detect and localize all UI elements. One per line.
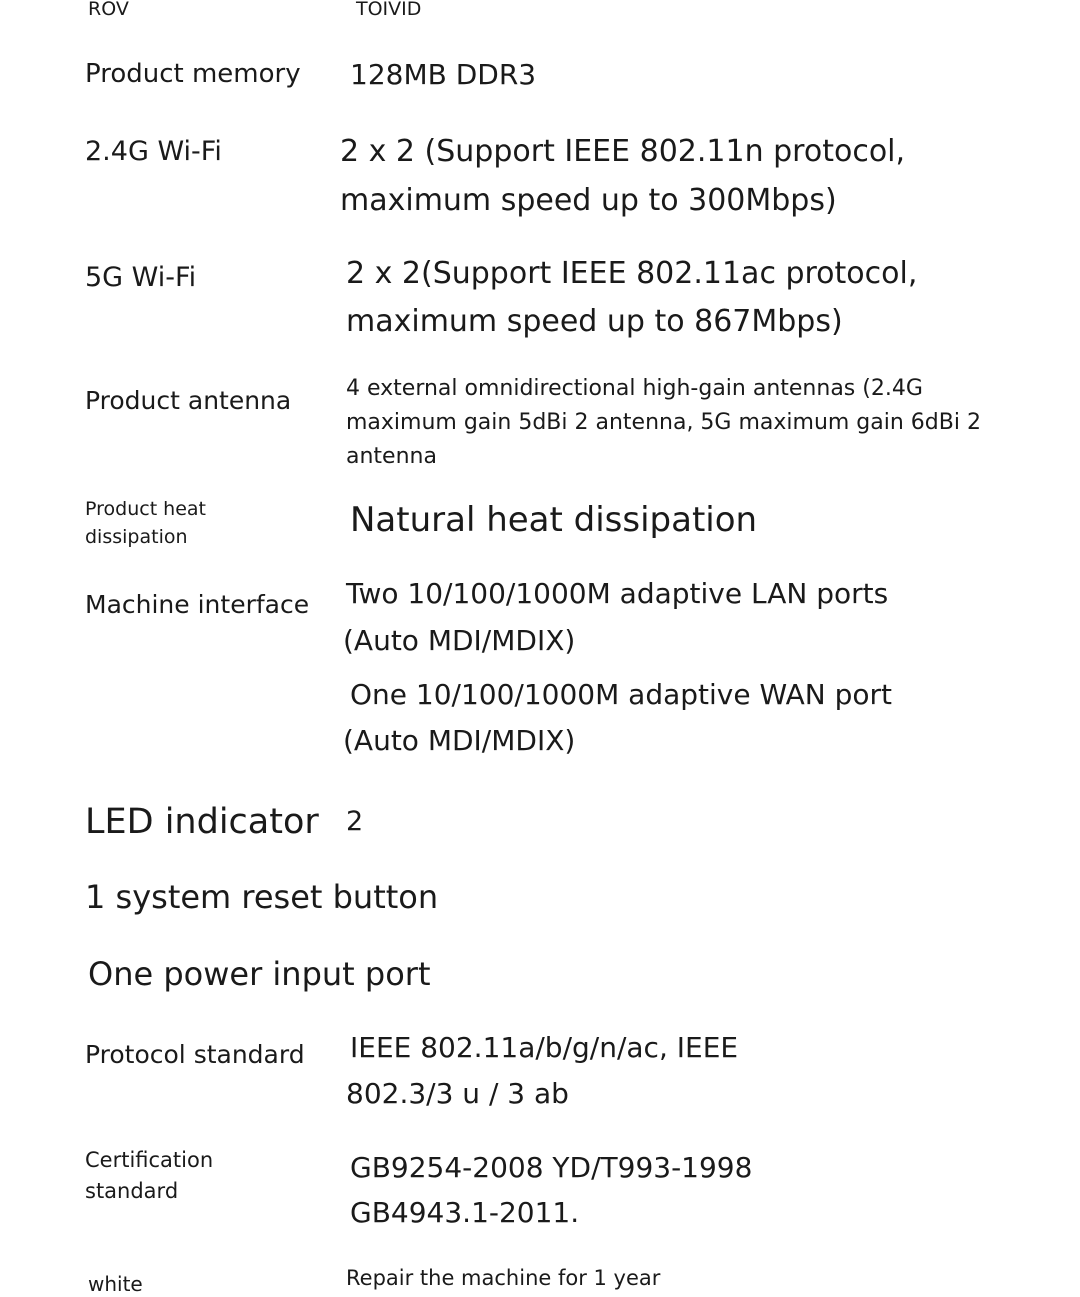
certification-label-line1: Certification [85,1148,214,1172]
header-left-label: ROV [88,0,129,20]
wifi24-label: 2.4G Wi-Fi [85,136,222,167]
antenna-value-line1: 4 external omnidirectional high-gain antennas (2.4G [346,376,923,401]
protocol-value-line2: 802.3/3 u / 3 ab [346,1077,569,1110]
interface-wan-line2: (Auto MDI/MDIX) [343,724,576,757]
wifi5-value-line2: maximum speed up to 867Mbps) [346,304,843,339]
protocol-value-line1: IEEE 802.11a/b/g/n/ac, IEEE [350,1031,739,1064]
memory-label: Product memory [85,59,301,89]
heat-label-line2: dissipation [85,526,188,548]
memory-value: 128MB DDR3 [350,58,537,91]
interface-label: Machine interface [85,590,310,619]
reset-button-text: 1 system reset button [85,878,439,916]
certification-value-line1: GB9254-2008 YD/T993-1998 [350,1151,753,1184]
antenna-value-line3: antenna [346,444,437,469]
heat-label-line1: Product heat [85,498,207,520]
certification-value-line2: GB4943.1-2011. [350,1196,580,1229]
wifi24-value-line1: 2 x 2 (Support IEEE 802.11n protocol, [340,134,906,169]
interface-lan-line2: (Auto MDI/MDIX) [343,624,576,657]
header-right-label: TOIVID [356,0,422,20]
antenna-value-line2: maximum gain 5dBi 2 antenna, 5G maximum gain 6dBi 2 [346,410,981,435]
power-port-text: One power input port [88,955,431,993]
warranty-value: Repair the machine for 1 year [346,1266,661,1290]
interface-lan-line1: Two 10/100/1000M adaptive LAN ports [346,577,889,610]
led-label: LED indicator [85,802,319,842]
protocol-label: Protocol standard [85,1040,305,1069]
wifi5-value-line1: 2 x 2(Support IEEE 802.11ac protocol, [346,256,918,291]
wifi24-value-line2: maximum speed up to 300Mbps) [340,183,837,218]
wifi5-label: 5G Wi-Fi [85,262,197,293]
certification-label-line2: standard [85,1179,179,1203]
interface-wan-line1: One 10/100/1000M adaptive WAN port [350,678,893,711]
heat-value: Natural heat dissipation [350,500,758,540]
color-label: white [88,1272,143,1296]
antenna-label: Product antenna [85,386,292,415]
led-value: 2 [346,806,364,837]
